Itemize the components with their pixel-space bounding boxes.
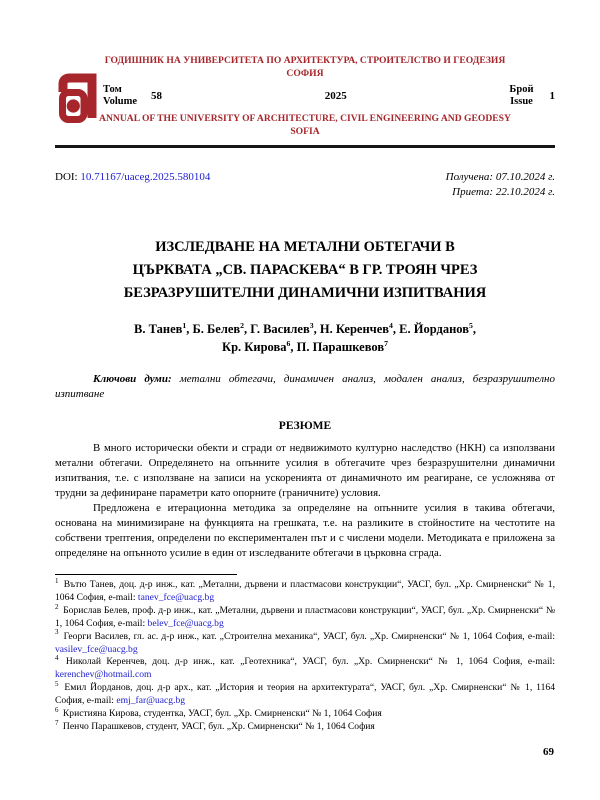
footnote: [55, 705, 555, 721]
article-title-line: ЦЪРКВАТА „СВ. ПАРАСКЕВА“ В ГР. ТРОЯН ЧРЕЗ: [132, 262, 478, 278]
author: В. Танев$^1$,: [134, 320, 193, 336]
footnote-text: Кристияна Кирова, студентка, УАСГ, бул. „Хр. Смирненски“ № 1, 1064 София: [60, 708, 382, 720]
abstract-paragraph-1: В много исторически обекти и сгради от недвижимото културно наследство (НКН) са използвани метални обтегачи. Определянето на опънните усилия в обтегачите чрез безразрушителни динамични изпитвания, т.е. с използване на записи на ускоренията от динамичното им реагиране, се усложнява от трудни за дефиниране параметри като опорните (граничните) условия.: [55, 442, 555, 499]
footnote-email-link[interactable]: belev_fce@uacg.bg: [147, 617, 224, 629]
keywords: [55, 372, 555, 402]
footnote: [55, 682, 555, 708]
footnote: [55, 576, 555, 605]
footnote-text: Емил Йорданов, доц. д-р арх., кат. „История и теория на архитектурата“, УАСГ, бул. „Хр. Смирненски“ № 1, 1164 София, e-mail:: [55, 682, 555, 707]
footnote-email-link[interactable]: kerenchev@hotmail.com: [55, 669, 152, 681]
journal-city-bg: СОФИЯ: [286, 68, 324, 79]
footnote-text: Пенчо Парашкевов, студент, УАСГ, бул. „Хр. Смирненски“ № 1, 1064 София: [60, 720, 375, 732]
footnote-text: Вътю Танев, доц. д-р инж., кат. „Метални, дървени и пластмасови конструкции“, УАСГ, бул. „Хр. Смирненски“ № 1, 1064 София, e-mail:: [55, 579, 555, 603]
author-footnote-ref: 7: [384, 338, 388, 348]
article-title-line: ИЗСЛЕДВАНЕ НА МЕТАЛНИ ОБТЕГАЧИ В: [155, 239, 455, 255]
dates-block: [446, 170, 555, 200]
footnote-number: 6: [55, 705, 59, 714]
footnote-number: 5: [55, 680, 59, 689]
journal-title-bg: ГОДИШНИК НА УНИВЕРСИТЕТА ПО АРХИТЕКТУРА, СТРОИТЕЛСТВО И ГЕОДЕЗИЯ: [104, 55, 506, 66]
accepted-date: Приета: 22.10.2024 г.: [452, 186, 555, 198]
keywords-label: Ключови думи:: [93, 373, 172, 385]
doi-label: DOI:: [55, 171, 81, 183]
resume-heading: РЕЗЮМЕ: [278, 420, 332, 432]
author: Н. Керенчев$^4$,: [319, 320, 400, 336]
author-footnote-ref: 1: [182, 320, 187, 330]
footnotes: [55, 576, 555, 734]
journal-header: [55, 0, 555, 148]
article-title-line: БЕЗРАЗРУШИТЕЛНИ ДИНАМИЧНИ ИЗПИТВАНИЯ: [123, 285, 487, 301]
author: Кр. Кирова$^6$,: [222, 338, 297, 354]
keywords-text: метални обтегачи, динамичен анализ, модален анализ, безразрушително изпитване: [55, 373, 555, 400]
volume-label: Том Volume: [103, 84, 138, 107]
abstract-paragraph-2: Предложена е итерационна методика за определяне на опънните усилия в такива обтегачи, основана на минимизиране на функцията на грешката, т.е. на разликите в стойностите на честотите на собствени трептения, определени по експериментален път и с числени модели. Методиката е приложена за определяне на опънното усилие в един от изследваните обтегачи в църковна сграда.: [55, 502, 555, 559]
author: Г. Василев$^3$,: [250, 320, 320, 336]
author-footnote-ref: 3: [309, 320, 314, 330]
doi-line: [55, 170, 210, 200]
journal-title-en: ANNUAL OF THE UNIVERSITY OF ARCHITECTURE, CIVIL ENGINEERING AND GEODESY: [99, 113, 511, 124]
issue-label: Брой Issue: [509, 84, 534, 107]
author-footnote-ref: 2: [240, 320, 245, 330]
footnote-rule: [55, 574, 237, 575]
volume-issue-row: [103, 84, 555, 108]
authors-line-1: [55, 320, 555, 338]
journal-city-en: SOFIA: [290, 126, 320, 137]
footnote-email-link[interactable]: emj_far@uacg.bg: [116, 695, 186, 707]
footnote-number: 1: [55, 576, 59, 585]
author: П. Парашкевов$^7$: [296, 338, 388, 354]
footnote-email-link[interactable]: vasilev_fce@uacg.bg: [55, 643, 138, 655]
received-date: Получена: 07.10.2024 г.: [445, 171, 555, 183]
author-footnote-ref: 4: [389, 320, 393, 330]
footnote: [55, 628, 555, 657]
footnote: [55, 656, 555, 682]
issue-value: 1: [549, 90, 555, 102]
page-number: 69: [543, 746, 554, 758]
author: Б. Белев$^2$,: [192, 320, 251, 336]
author: Е. Йорданов$^5$,: [399, 320, 476, 336]
uaceg-logo-icon: [58, 68, 100, 132]
volume-value: 58: [151, 90, 163, 102]
footnote-number: 4: [55, 654, 59, 663]
doi-link[interactable]: 10.71167/uaceg.2025.580104: [80, 171, 211, 183]
header-rule: [55, 145, 555, 148]
author-footnote-ref: 6: [286, 338, 291, 348]
authors-line-2: [55, 338, 555, 356]
footnote-number: 3: [55, 628, 59, 637]
footnote: [55, 602, 555, 631]
meta-row: [55, 170, 555, 200]
footnote-text: Георги Василев, гл. ас. д-р инж., кат. „Строителна механика“, УАСГ, бул. „Хр. Смирненски“ № 1, 1064 София, e-mail:: [60, 630, 555, 642]
footnote-number: 7: [55, 718, 59, 727]
footnote-email-link[interactable]: tanev_fce@uacg.bg: [137, 591, 215, 603]
authors-block: [55, 320, 555, 356]
footnote: [55, 718, 555, 734]
author-footnote-ref: 5: [468, 320, 473, 330]
year-value: 2025: [324, 90, 347, 102]
footnote-number: 2: [55, 602, 59, 611]
article-title: [55, 236, 555, 305]
footnote-text: Николай Керенчев, доц. д-р инж., кат. „Геотехника“, УАСГ, бул. „Хр. Смирненски“ № 1, 1064 София, e-mail:: [60, 656, 555, 668]
footnote-text: Борислав Белев, проф. д-р инж., кат. „Метални, дървени и пластмасови конструкции“, УАСГ, бул. „Хр. Смирненски“ № 1, 1064 София, e-mail:: [55, 604, 555, 629]
